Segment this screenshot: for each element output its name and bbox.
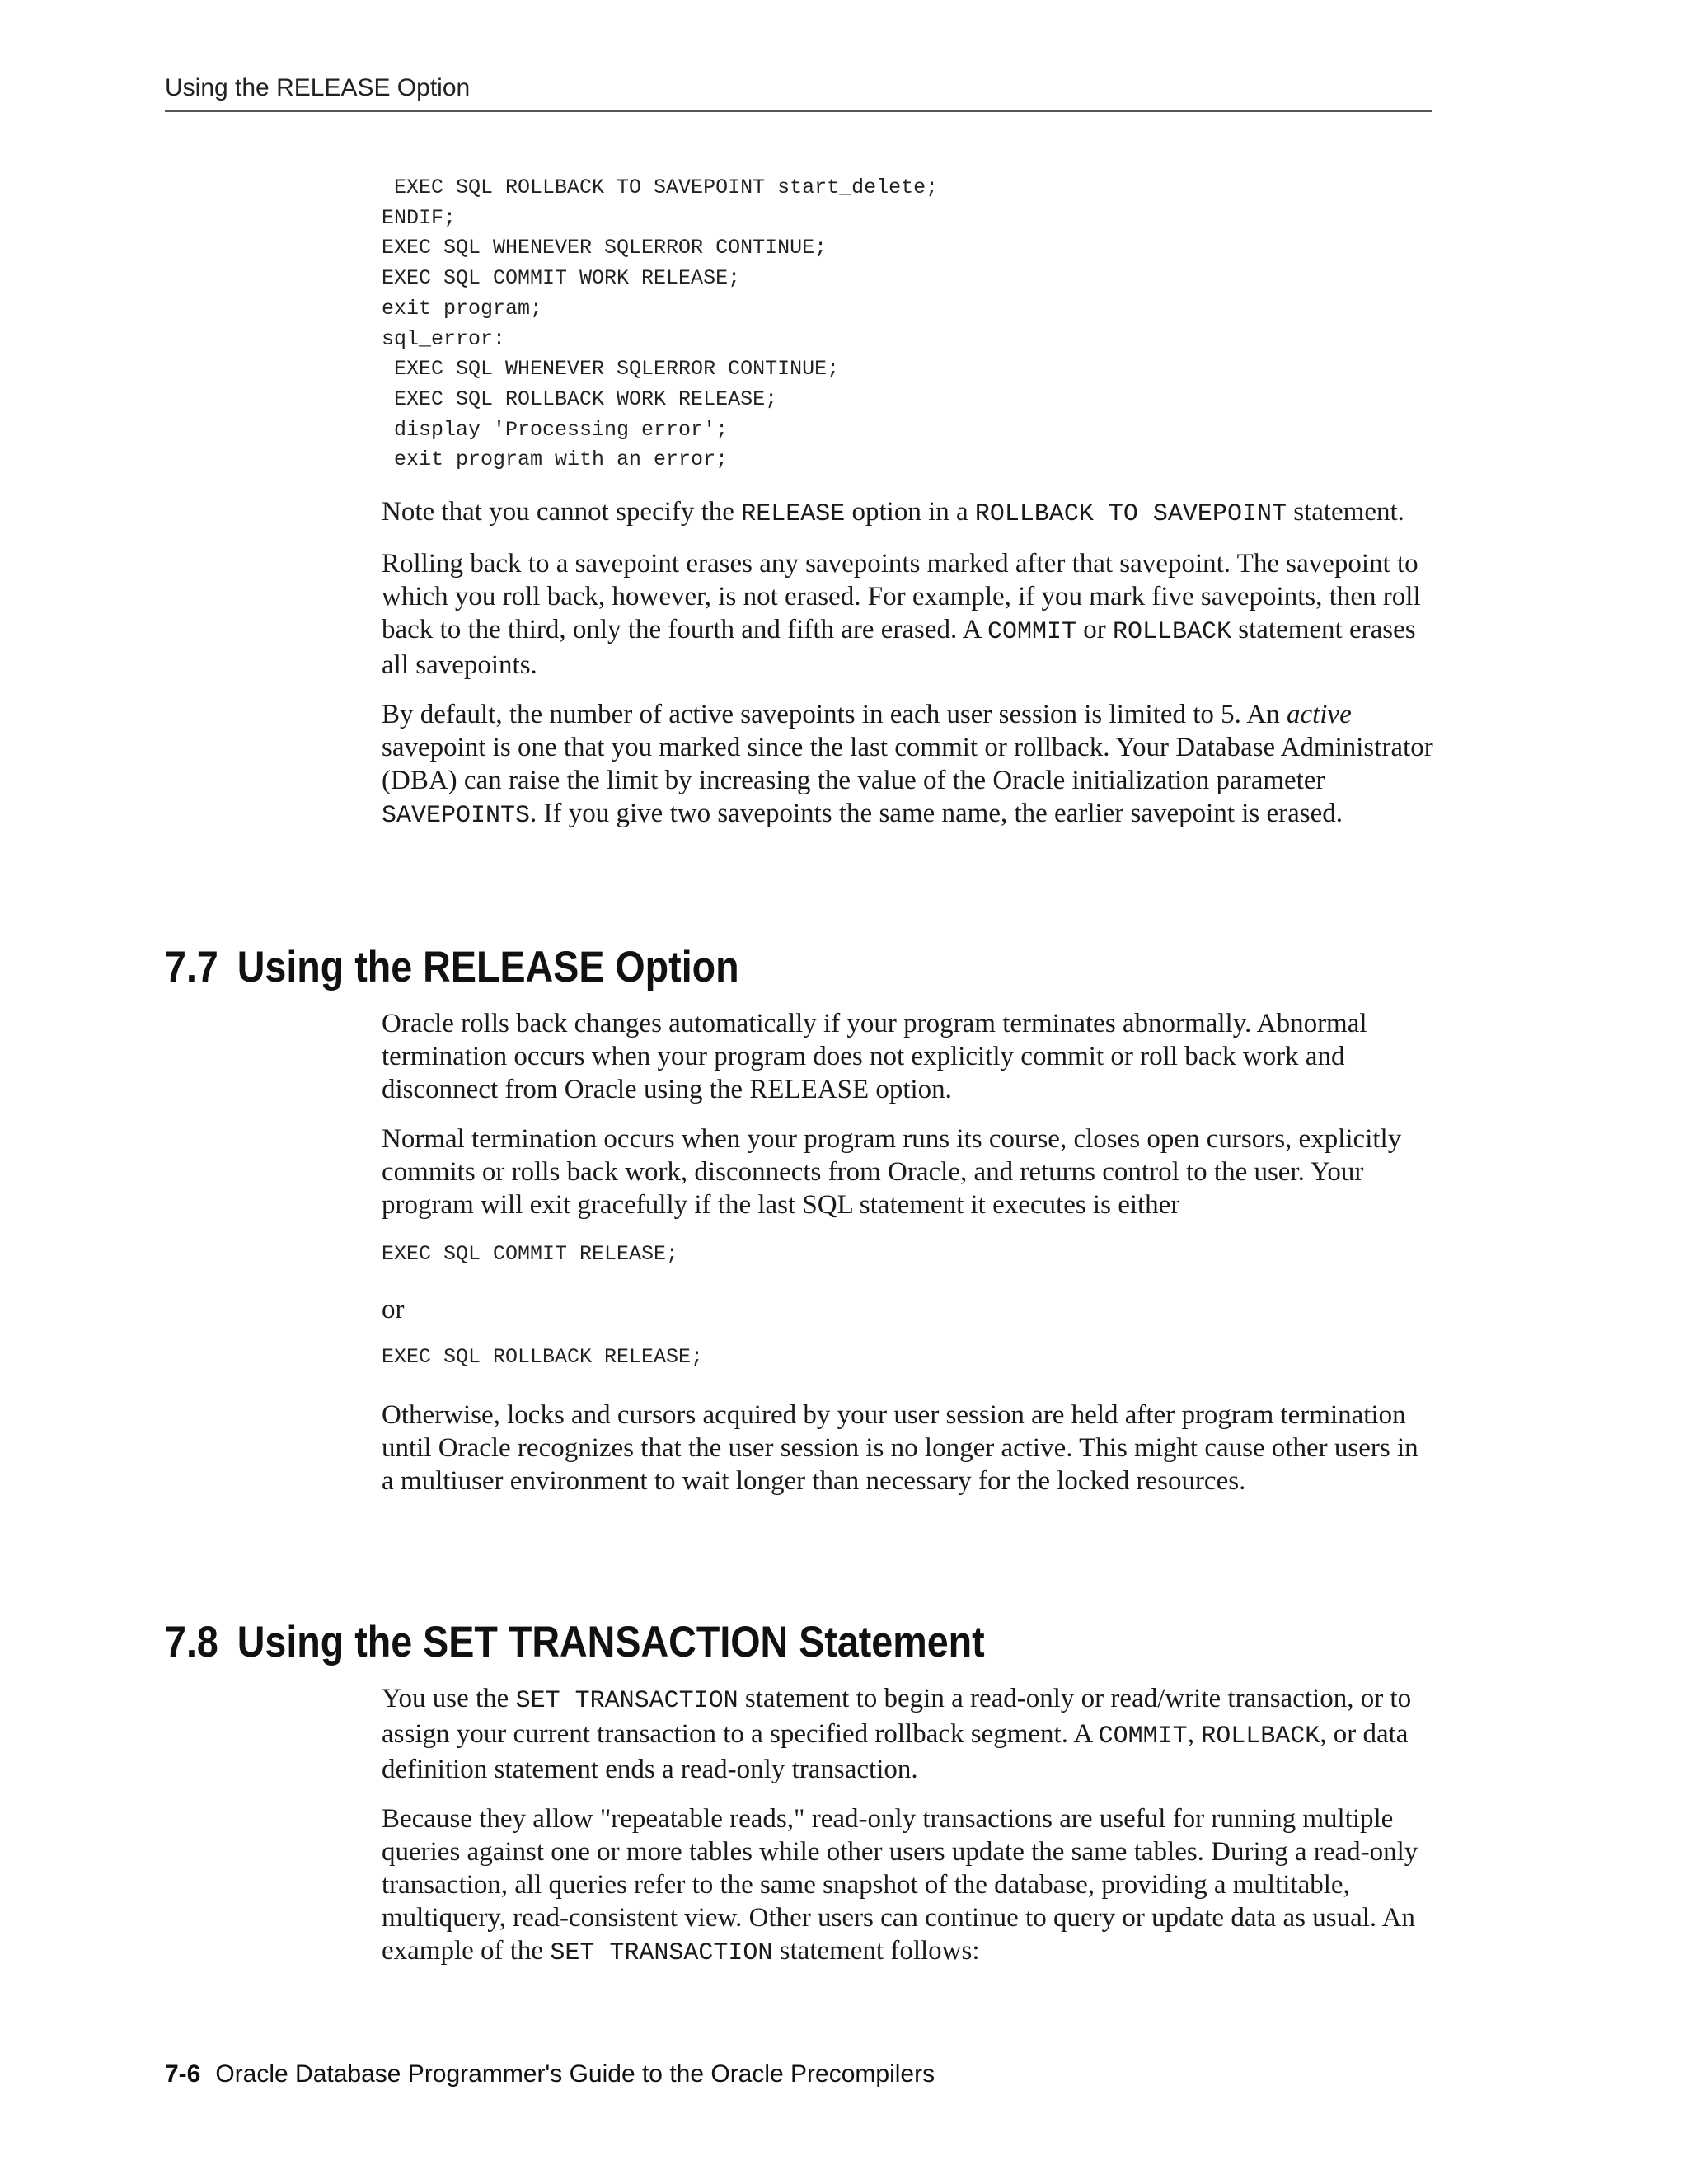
code-line: exit program with an error;: [382, 448, 729, 472]
code-line: sql_error:: [382, 326, 506, 351]
section-title: Using the SET TRANSACTION Statement: [237, 1618, 985, 1666]
page-number: 7-6: [165, 2060, 201, 2088]
code-line: display 'Processing error';: [382, 417, 729, 442]
paragraph-otherwise-locks: Otherwise, locks and cursors acquired by your user session are held after program termination until Oracle recognizes that the user session is no longer active. This might cause other users in a multiuser environment to wait longer than necessary for the locked resources.: [382, 1400, 1418, 1497]
section-number: 7.7: [165, 943, 218, 991]
paragraph-repeatable-reads: [382, 1802, 1437, 1970]
code-term: COMMIT: [987, 618, 1076, 647]
text-run: Note that you cannot specify the: [382, 497, 742, 527]
text-run: or: [1076, 615, 1113, 645]
code-line: EXEC SQL WHENEVER SQLERROR CONTINUE;: [382, 357, 840, 382]
code-term: ROLLBACK TO SAVEPOINT: [974, 500, 1287, 529]
code-term: RELEASE: [741, 500, 846, 529]
text-run: You use the: [382, 1684, 516, 1713]
text-run: Because they allow "repeatable reads," read-only transactions are useful for running multiple queries against one or more tables while other users update the same tables. During a read-only transaction, all queries refer to the same snapshot of the database, providing a multitable, multiquery, read-consistent view. Other users can continue to query or update data as usual. An example of the: [382, 1804, 1418, 1966]
text-run: . If you give two savepoints the same name, the earlier savepoint is erased.: [530, 799, 1343, 829]
text-run: Rolling back to a savepoint erases any savepoints marked after that savepoint. The savepoint to which you roll back, however, is not erased. For example, if you mark five savepoints, then roll back to the third, only the fourth and fifth are erased. A: [382, 549, 1421, 645]
running-header: [165, 74, 1432, 112]
code-term: SAVEPOINTS: [382, 802, 531, 831]
code-commit-release: EXEC SQL COMMIT RELEASE;: [382, 1242, 679, 1266]
text-run: ,: [1187, 1719, 1202, 1749]
top-content: [382, 173, 1437, 849]
paragraph-abnormal-termination: Oracle rolls back changes automatically if your program terminates abnormally. Abnormal termination occurs when your program does not explicitly commit or roll back work and disconnect from Oracle using the RELEASE option.: [382, 1009, 1367, 1104]
section-7-7-body: [382, 1007, 1437, 1514]
section-heading-7-7: [165, 943, 739, 992]
section-title: Using the RELEASE Option: [237, 943, 739, 991]
page-footer: [165, 2060, 935, 2088]
code-line: EXEC SQL ROLLBACK TO SAVEPOINT start_delete;: [382, 176, 939, 199]
book-title: Oracle Database Programmer's Guide to the Oracle Precompilers: [215, 2060, 935, 2088]
code-block: [382, 173, 1437, 476]
section-7-8-body: [382, 1682, 1437, 1986]
paragraph-default-savepoints: [382, 698, 1437, 832]
section-heading-7-8: [165, 1618, 985, 1667]
text-run: , or data definition statement ends a read-only transaction.: [382, 1719, 1409, 1784]
code-term: ROLLBACK: [1112, 618, 1232, 647]
emphasis-term: active: [1286, 700, 1352, 730]
or-text: or: [382, 1294, 405, 1324]
code-line: EXEC SQL WHENEVER SQLERROR CONTINUE;: [382, 236, 828, 260]
code-term: SET TRANSACTION: [550, 1939, 773, 1967]
code-line: EXEC SQL ROLLBACK WORK RELEASE;: [382, 387, 778, 411]
text-run: statement.: [1286, 497, 1404, 527]
code-line: exit program;: [382, 296, 543, 321]
text-run: statement follows:: [772, 1936, 980, 1966]
text-run: statement to begin a read-only or read/write transaction, or to assign your current transaction to a specified rollback segment. A: [382, 1684, 1412, 1749]
paragraph-set-transaction-intro: [382, 1682, 1437, 1786]
text-run: By default, the number of active savepoints in each user session is limited to 5. An: [382, 700, 1287, 730]
section-number: 7.8: [165, 1618, 218, 1666]
paragraph-release-note: [382, 495, 1437, 531]
code-line: ENDIF;: [382, 205, 457, 230]
paragraph-normal-termination: Normal termination occurs when your program runs its course, closes open cursors, explicitly commits or rolls back work, disconnects from Oracle, and returns control to the user. Your program will exit gracefully if the last SQL statement it executes is either: [382, 1124, 1402, 1220]
code-term: SET TRANSACTION: [515, 1687, 738, 1715]
text-run: savepoint is one that you marked since the last commit or rollback. Your Database Administrator (DBA) can raise the limit by increasing the value of the Oracle initialization parameter: [382, 733, 1433, 796]
code-term: ROLLBACK: [1201, 1722, 1320, 1750]
code-term: COMMIT: [1098, 1722, 1188, 1750]
text-run: option in a: [845, 497, 975, 527]
code-rollback-release: EXEC SQL ROLLBACK RELEASE;: [382, 1344, 704, 1369]
code-line: EXEC SQL COMMIT WORK RELEASE;: [382, 266, 741, 291]
text-run: statement erases all savepoints.: [382, 615, 1416, 681]
running-title: Using the RELEASE Option: [165, 74, 471, 101]
paragraph-rolling-back: [382, 547, 1437, 682]
